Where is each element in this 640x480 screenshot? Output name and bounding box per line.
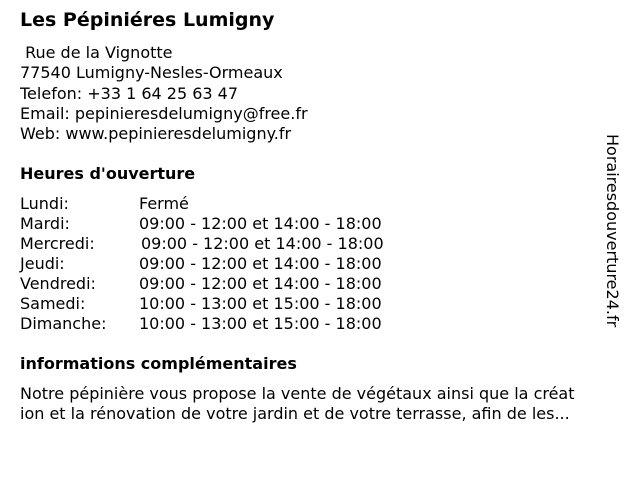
phone-line: Telefon: +33 1 64 25 63 47 [20,83,239,103]
hours-row-dimanche [20,314,440,334]
hours-row-lundi [20,194,440,214]
business-title: Les Pépiniéres Lumigny [20,9,275,31]
day-hours: 09:00 - 12:00 et 14:00 - 18:00 [139,214,382,233]
email-line: Email: pepinieresdelumigny@free.fr [20,103,308,123]
hours-row-samedi [20,294,440,314]
day-label: Dimanche: [20,314,107,333]
description-line: ion et la rénovation de votre jardin et de votre terrasse, afin de les... [20,404,570,424]
day-label: Samedi: [20,294,86,313]
day-label: Vendredi: [20,274,96,293]
day-label: Jeudi: [20,254,65,273]
description-text [20,384,620,425]
address-block [20,43,308,144]
day-hours: 09:00 - 12:00 et 14:00 - 18:00 [139,274,382,293]
hours-row-mercredi [20,234,440,254]
watermark-text: Horairesdouverture24.fr [603,134,622,328]
hours-row-vendredi [20,274,440,294]
day-hours: 10:00 - 13:00 et 15:00 - 18:00 [139,294,382,313]
street-address: Rue de la Vignotte [20,43,173,62]
watermark [603,134,632,344]
hours-row-jeudi [20,254,440,274]
day-label: Mercredi: [20,234,95,253]
day-hours: 10:00 - 13:00 et 15:00 - 18:00 [139,314,382,333]
description-line: Notre pépinière vous propose la vente de végétaux ainsi que la créat [20,384,575,403]
day-label: Mardi: [20,214,70,233]
day-label: Lundi: [20,194,69,213]
city-line: 77540 Lumigny-Nesles-Ormeaux [20,63,283,83]
website-line: Web: www.pepinieresdelumigny.fr [20,124,292,144]
day-hours: 09:00 - 12:00 et 14:00 - 18:00 [139,254,382,273]
hours-heading: Heures d'ouverture [20,164,196,183]
day-hours: 09:00 - 12:00 et 14:00 - 18:00 [141,234,384,253]
info-heading: informations complémentaires [20,354,297,373]
hours-row-mardi [20,214,440,234]
day-hours: Fermé [139,194,189,213]
opening-hours-table [20,194,440,334]
